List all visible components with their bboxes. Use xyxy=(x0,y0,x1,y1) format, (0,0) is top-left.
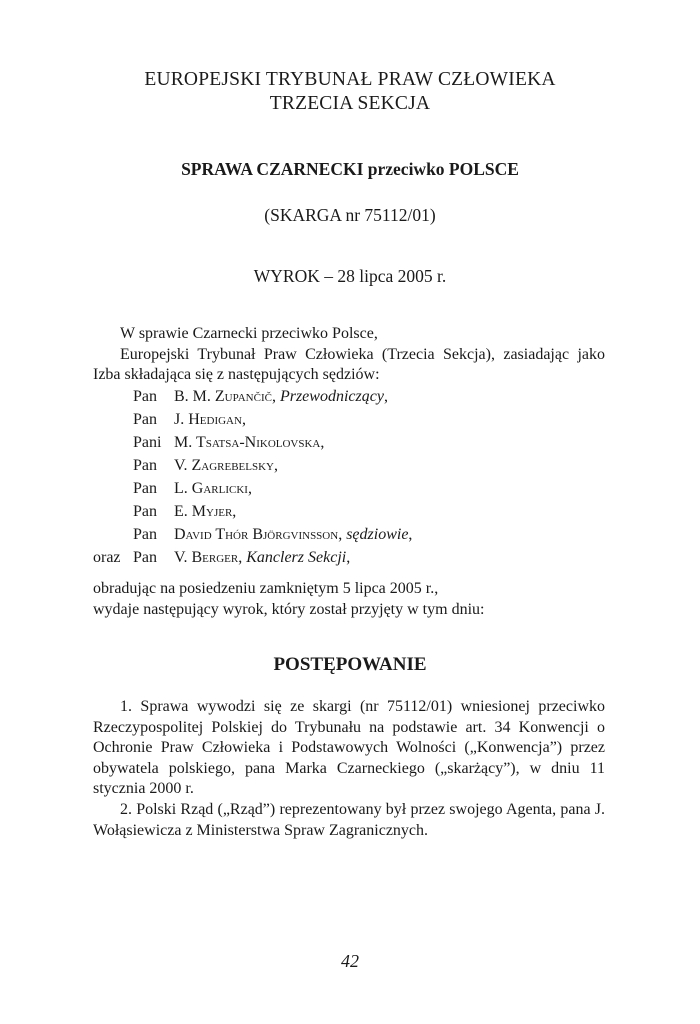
judge-name: V. Berger xyxy=(174,549,239,566)
judge-name: B. M. Zupančič xyxy=(174,388,272,405)
judge-separator: , xyxy=(247,480,252,497)
judge-name-group xyxy=(174,549,350,567)
judge-role: Przewodniczący xyxy=(279,388,384,405)
judge-name: David Thór Björgvinsson xyxy=(174,526,339,543)
judge-title: Pani xyxy=(133,434,162,451)
judge-name: V. Zagrebelsky xyxy=(174,457,274,474)
intro-line-2: Europejski Trybunał Praw Człowieka (Trzecia Sekcja), zasiadając jako Izba składająca się z następujących sędziów: xyxy=(93,345,605,384)
judge-name: E. Myjer xyxy=(174,503,233,520)
judge-name-group xyxy=(174,526,412,544)
judge-title: Pan xyxy=(133,549,157,566)
judge-name-group xyxy=(174,411,246,429)
judge-role: Kanclerz Sekcji xyxy=(246,549,347,566)
judge-title: Pan xyxy=(133,526,157,543)
judge-title: Pan xyxy=(133,411,157,428)
judge-name-group xyxy=(174,480,252,498)
deliberation-line-2: wydaje następujący wyrok, który został przyjęty w tym dniu: xyxy=(93,600,485,618)
intro-block xyxy=(93,324,605,386)
judge-title: Pan xyxy=(133,480,157,497)
judge-title: Pan xyxy=(133,388,157,405)
judge-separator: , xyxy=(271,388,280,405)
judge-name-group xyxy=(174,388,388,406)
section-heading: POSTĘPOWANIE xyxy=(273,654,427,675)
judge-name-group xyxy=(174,457,278,475)
court-name: EUROPEJSKI TRYBUNAŁ PRAW CZŁOWIEKA xyxy=(144,69,556,90)
judge-separator: , xyxy=(274,457,278,474)
judge-title: Pan xyxy=(133,457,157,474)
judge-separator: , xyxy=(338,526,347,543)
judge-name: J. Hedigan xyxy=(174,411,242,428)
judge-role: sędziowie xyxy=(346,526,409,543)
page-number: 42 xyxy=(341,951,359,971)
judge-end-punct: , xyxy=(346,549,351,566)
judge-separator: , xyxy=(241,411,246,428)
deliberation-block xyxy=(93,579,605,620)
procedure-paragraph-1: 1. Sprawa wywodzi się ze skargi (nr 75112/01) wniesionej przeciwko Rzeczypospolitej Polskiej do Trybunału na podstawie art. 34 Konwencji o Ochronie Praw Człowieka i Podstawowych Wolności („Konwencja”) przez obywatela polskiego, pana Marka Czarneckiego („skarżący”), w dniu 11 stycznia 2000 r. xyxy=(93,698,605,798)
judge-separator: , xyxy=(232,503,237,520)
judge-prefix: oraz xyxy=(93,549,121,566)
application-number: (SKARGA nr 75112/01) xyxy=(264,205,436,225)
judge-separator: , xyxy=(320,434,325,451)
judge-name: L. Garlicki xyxy=(174,480,248,497)
procedure-block xyxy=(93,697,605,841)
judge-end-punct: , xyxy=(408,526,413,543)
judgment-date: WYROK – 28 lipca 2005 r. xyxy=(253,266,447,286)
procedure-paragraph-2: 2. Polski Rząd („Rząd”) reprezentowany był przez swojego Agenta, pana J. Wołąsiewicza z Ministerstwa Spraw Zagranicznych. xyxy=(93,800,605,839)
judge-name-group xyxy=(174,434,324,452)
judge-separator: , xyxy=(238,549,247,566)
section-name: TRZECIA SEKCJA xyxy=(269,93,431,114)
deliberation-line-1: obradując na posiedzeniu zamkniętym 5 lipca 2005 r., xyxy=(93,580,439,597)
judge-end-punct: , xyxy=(383,388,388,405)
judge-title: Pan xyxy=(133,503,157,520)
case-title: SPRAWA CZARNECKI przeciwko POLSCE xyxy=(181,159,519,179)
intro-line-1: W sprawie Czarnecki przeciwko Polsce, xyxy=(120,325,378,342)
judge-name: M. Tsatsa-Nikolovska xyxy=(174,434,321,451)
judge-name-group xyxy=(174,503,236,521)
